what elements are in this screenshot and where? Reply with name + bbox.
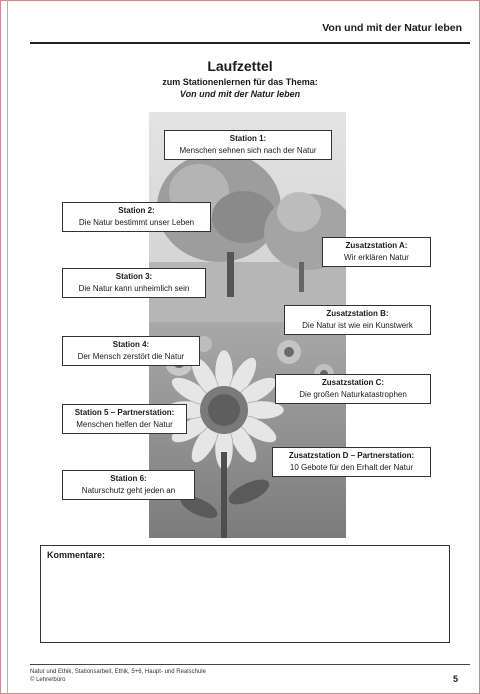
station-title: Station 4:: [112, 340, 150, 349]
station-title: Zusatzstation A:: [345, 241, 408, 250]
station-title: Zusatzstation D – Partnerstation:: [288, 451, 415, 460]
station-title: Station 6:: [110, 474, 147, 483]
station-6-box: [62, 470, 195, 500]
footer-source: Natur und Ethik, Stationsarbeit, Ethik, 5+6, Haupt- und Realschule: [30, 669, 206, 675]
zusatzstation-d-box: [272, 447, 431, 477]
station-title: Zusatzstation B:: [326, 309, 389, 318]
station-text: Wir erklären Natur: [344, 253, 409, 262]
footer-divider: [30, 664, 470, 665]
header-title: Von und mit der Natur leben: [322, 22, 462, 34]
page-subtitle: zum Stationenlernen für das Thema:: [162, 77, 318, 87]
margin-rule: [7, 0, 8, 694]
zusatzstation-b-box: [284, 305, 431, 335]
station-title: Station 3:: [115, 272, 153, 281]
station-4-box: [62, 336, 200, 366]
station-text: Menschen helfen der Natur: [76, 420, 173, 429]
station-2-box: [62, 202, 211, 232]
station-text: 10 Gebote für den Erhalt der Natur: [289, 463, 414, 472]
station-text: Die Natur kann unheimlich sein: [78, 284, 190, 293]
station-text: Menschen sehnen sich nach der Natur: [179, 146, 317, 155]
station-text: Naturschutz geht jeden an: [81, 486, 176, 495]
station-1-box: [164, 130, 332, 160]
page-theme: Von und mit der Natur leben: [179, 89, 301, 99]
station-title: Station 2:: [118, 206, 155, 215]
station-text: Die Natur ist wie ein Kunstwerk: [302, 321, 413, 330]
page-title: Laufzettel: [207, 58, 273, 74]
header-divider: [30, 42, 470, 44]
station-text: Die großen Naturkatastrophen: [299, 390, 407, 399]
comments-label: Kommentare:: [47, 550, 106, 560]
zusatzstation-a-box: [322, 237, 431, 267]
station-title: Station 1:: [229, 134, 267, 143]
station-title: Station 5 – Partnerstation:: [74, 408, 175, 417]
comments-box[interactable]: [40, 545, 450, 643]
page-number: 5: [452, 674, 458, 684]
footer-copyright: © Lehrerbüro: [30, 677, 66, 683]
station-title: Zusatzstation C:: [321, 378, 385, 387]
zusatzstation-c-box: [275, 374, 431, 404]
station-text: Der Mensch zerstört die Natur: [77, 352, 185, 361]
station-5-box: [62, 404, 187, 434]
station-3-box: [62, 268, 206, 298]
station-text: Die Natur bestimmt unser Leben: [78, 218, 195, 227]
